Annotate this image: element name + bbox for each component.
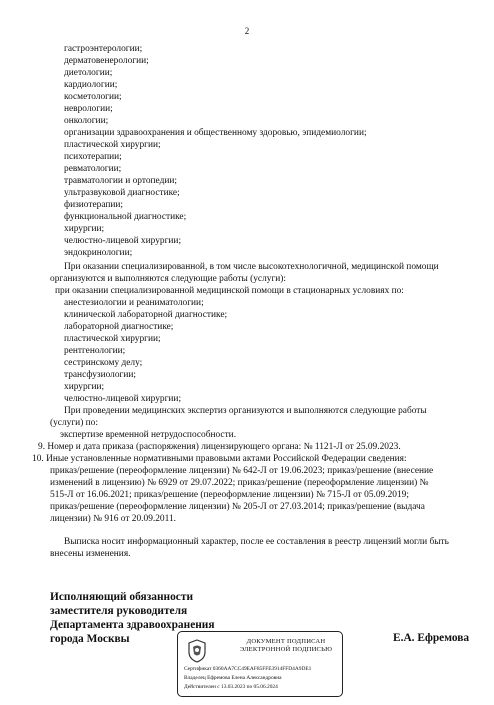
list-item: ревматологии; [64,164,122,174]
list-item: гастроэнтерологии; [64,44,143,54]
list-item: хирургии; [64,382,105,392]
list-item: дерматовенерологии; [64,56,149,66]
electronic-signature-stamp [177,631,343,697]
stamp-title: ДОКУМЕНТ ПОДПИСАН ЭЛЕКТРОННОЙ ПОДПИСЬЮ [239,638,333,653]
list-item: лабораторной диагностике; [64,322,174,332]
signatory-line: Департамента здравоохранения [50,619,215,631]
list-item: травматологии и ортопедии; [64,176,177,186]
page-number: 2 [244,26,250,36]
coat-of-arms-icon [186,638,208,664]
list-item: челюстно-лицевой хирургии; [64,236,182,246]
list-item: хирургии; [64,224,105,234]
expertise-item: экспертизе временной нетрудоспособности. [60,430,237,440]
item-10-line: изменений в лицензию) № 6929 от 29.07.2022; приказ/решение (переоформление лицензии) № [50,478,429,488]
list-item: сестринскому делу; [64,358,143,368]
list-item: клинической лабораторной диагностике; [64,310,228,320]
hitech-line: При оказании специализированной, в том числе высокотехнологичной, медицинской помощи [64,262,439,272]
item-10-line: приказ/решение (переоформление лицензии) № 642-Л от 19.06.2023; приказ/решение (внесение [50,466,434,476]
hitech-paragraph [50,261,439,285]
list-item: функциональной диагностике; [64,212,187,222]
item-10-line: 515-Л от 16.06.2021; приказ/решение (переоформление лицензии) № 715-Л от 05.09.2019; [50,490,409,500]
item-10-line: приказ/решение (переоформление лицензии) № 205-Л от 27.03.2014; приказ/решение (выдача [50,502,425,512]
expertise-line: При проведении медицинских экспертиз организуются и выполняются следующие работы [64,406,427,416]
notice-line: внесены изменения. [50,549,131,559]
list-item: ультразвуковой диагностике; [64,188,180,198]
item-9: 9. Номер и дата приказа (распоряжения) лицензирующего органа: № 1121-Л от 25.09.2023. [38,442,401,452]
list-item: пластической хирургии; [64,334,161,344]
list-item: анестезиологии и реаниматологии; [64,298,204,308]
item-10-line: 10. Иные установленные нормативными правовыми актами Российской Федерации сведения: [32,454,407,464]
notice [50,536,449,560]
hitech-line: организуются и выполняются следующие работы (услуги): [50,274,287,284]
inpatient-intro: при оказании специализированной медицинской помощи в стационарных условиях по: [55,286,404,296]
list-item: косметологии; [64,92,122,102]
stamp-certificate: Сертификат 0360AA7CC49EAF85FFE3914FFD4A9DE1 [184,666,312,672]
item-10 [32,453,433,525]
item-10-line: лицензии) № 916 от 20.09.2011. [50,514,176,524]
list-item: организации здравоохранения и общественному здоровью, эпидемиологии; [64,128,367,138]
list-item: кардиологии; [64,80,118,90]
list-item: челюстно-лицевой хирургии; [64,394,182,404]
list-item: пластической хирургии; [64,140,161,150]
signatory-line: города Москвы [50,633,130,645]
list-item: онкологии; [64,116,109,126]
list-item: рентгенологии; [64,346,126,356]
stamp-validity: Действителен с 13.03.2023 по 05.06.2024 [184,684,278,690]
expertise-paragraph [50,405,427,429]
list-item: диетологии; [64,68,113,78]
expertise-line: (услуги) по: [50,418,98,428]
list-item: трансфузиологии; [64,370,137,380]
list-item: неврологии; [64,104,113,114]
signatory-line: заместителя руководителя [50,605,188,617]
notice-line: Выписка носит информационный характер, после ее составления в реестр лицензий могли быть [64,537,449,547]
list-item: психотерапии; [64,152,122,162]
stamp-owner: Владелец Ефремова Елена Александровна [184,675,282,681]
signatory-name: Е.А. Ефремова [393,632,470,644]
signatory-line: Исполняющий обязанности [50,591,194,603]
list-item: эндокринологии; [64,248,133,258]
list-item: физиотерапии; [64,200,124,210]
